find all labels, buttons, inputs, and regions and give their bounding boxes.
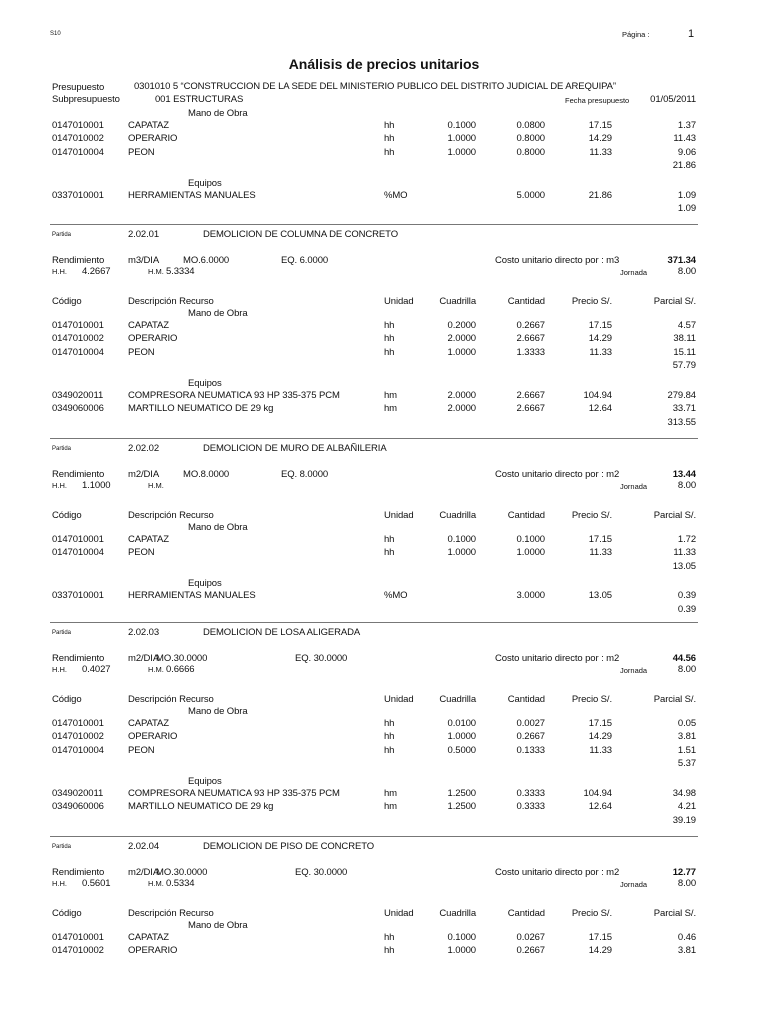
section-divider [50,438,698,439]
page-title: Análisis de precios unitarios [288,56,480,72]
resource-unit: hh [384,119,395,131]
costo-label: Costo unitario directo por : m3 [495,255,620,266]
col-codigo: Código [52,908,82,919]
subpresupuesto-value: 001 ESTRUCTURAS [155,94,244,105]
resource-code: 0337010001 [52,189,104,201]
resource-cantidad: 0.2667 [516,945,545,957]
hh-value: 4.2667 [82,266,111,277]
resource-code: 0147010002 [52,333,104,345]
hh-label: H.H. [52,879,67,888]
rendimiento-unit: m2/DIA [128,469,160,480]
group-subtotal: 13.05 [672,560,696,572]
resource-desc: PEON [128,146,155,158]
jornada-value: 8.00 [677,878,696,889]
resource-unit: hh [384,547,395,559]
resource-cantidad: 0.2667 [516,731,545,743]
resource-cantidad: 0.8000 [516,146,545,158]
resource-unit: hh [384,744,395,756]
resource-desc: PEON [128,346,155,358]
resource-unit: hm [384,389,397,401]
resource-desc: OPERARIO [128,133,178,145]
resource-cuadrilla: 1.2500 [447,787,476,799]
resource-desc: CAPATAZ [128,533,169,545]
resource-cantidad: 0.1000 [516,533,545,545]
resource-precio: 12.64 [588,403,612,415]
resource-cuadrilla: 1.0000 [447,133,476,145]
resource-cantidad: 2.6667 [516,333,545,345]
col-codigo: Código [52,510,82,521]
resource-unit: hm [384,787,397,799]
hm-label: H.M. [148,879,164,888]
group-subtotal: 21.86 [672,160,696,172]
section-divider [50,836,698,837]
resource-cantidad: 1.3333 [516,346,545,358]
section-divider [50,224,698,225]
col-codigo: Código [52,694,82,705]
col-descripcion: Descripción Recurso [128,510,214,521]
resource-parcial: 34.98 [672,787,696,799]
resource-desc: OPERARIO [128,731,178,743]
resource-cuadrilla: 0.2000 [447,319,476,331]
fecha-value: 01/05/2011 [650,94,696,105]
resource-code: 0349060006 [52,403,104,415]
resource-code: 0349020011 [52,787,104,799]
resource-cuadrilla: 1.0000 [447,146,476,158]
partida-number: 2.02.02 [128,443,159,454]
col-precio: Precio S/. [571,296,612,307]
resource-parcial: 1.09 [677,189,696,201]
resource-code: 0349060006 [52,801,104,813]
hm-value: 0.5334 [166,878,195,889]
partida-name: DEMOLICION DE MURO DE ALBAÑILERIA [203,443,387,454]
resource-code: 0147010001 [52,931,104,943]
presupuesto-label: Presupuesto [52,82,105,93]
hh-value: 0.5601 [82,878,111,889]
group-subtotal: 57.79 [672,360,696,372]
resource-unit: hh [384,931,395,943]
eq-value: EQ. 30.0000 [295,653,348,664]
group-label: Equipos [188,776,222,787]
resource-unit: hh [384,945,395,957]
mo-value: MO.30.0000 [156,653,208,664]
costo-unitario: 44.56 [672,653,696,664]
resource-cuadrilla: 1.0000 [447,731,476,743]
resource-code: 0147010002 [52,731,104,743]
col-cuadrilla: Cuadrilla [439,296,476,307]
resource-cantidad: 1.0000 [516,547,545,559]
resource-code: 0349020011 [52,389,104,401]
jornada-label: Jornada [620,666,648,675]
resource-parcial: 38.11 [673,333,696,345]
group-label: Mano de Obra [188,308,248,319]
rendimiento-label: Rendimiento [52,255,105,266]
resource-cuadrilla: 1.0000 [447,945,476,957]
resource-unit: hh [384,731,395,743]
eq-value: EQ. 8.0000 [281,469,329,480]
jornada-label: Jornada [620,268,648,277]
jornada-label: Jornada [620,482,648,491]
resource-unit: hm [384,403,397,415]
col-codigo: Código [52,296,82,307]
resource-precio: 14.29 [588,133,612,145]
resource-cantidad: 2.6667 [516,403,545,415]
resource-cantidad: 0.8000 [516,133,545,145]
costo-unitario: 371.34 [667,255,696,266]
group-subtotal: 0.39 [677,603,696,615]
resource-desc: HERRAMIENTAS MANUALES [128,189,256,201]
costo-unitario: 12.77 [672,867,696,878]
resource-desc: COMPRESORA NEUMATICA 93 HP 335-375 PCM [128,389,340,401]
resource-code: 0147010001 [52,533,104,545]
resource-precio: 11.33 [589,346,612,358]
resource-cantidad: 0.0027 [516,717,545,729]
hh-label: H.H. [52,267,67,276]
resource-parcial: 11.43 [673,133,696,145]
group-label: Mano de Obra [188,920,248,931]
resource-precio: 104.94 [583,389,612,401]
partida-name: DEMOLICION DE COLUMNA DE CONCRETO [203,229,398,240]
resource-desc: OPERARIO [128,945,178,957]
resource-code: 0147010002 [52,945,104,957]
resource-cantidad: 0.0267 [516,931,545,943]
partida-label: Partida [52,844,72,850]
partida-label: Partida [52,232,72,238]
resource-parcial: 33.71 [672,403,696,415]
hh-value: 0.4027 [82,664,111,675]
partida-label: Partida [52,630,72,636]
presupuesto-value: 0301010 5 “CONSTRUCCION DE LA SEDE DEL MINISTERIO PUBLICO DEL DISTRITO JUDICIAL DE AREQUIPA” [134,81,616,92]
resource-cuadrilla: 0.1000 [447,119,476,131]
resource-cuadrilla: 0.0100 [447,717,476,729]
col-precio: Precio S/. [571,510,612,521]
resource-cantidad: 5.0000 [516,189,545,201]
col-parcial: Parcial S/. [653,296,696,307]
resource-parcial: 4.57 [677,319,696,331]
group-subtotal: 5.37 [677,758,696,770]
page-number: 1 [687,28,694,40]
resource-unit: hh [384,133,395,145]
report-code: S10 [50,31,61,37]
resource-code: 0337010001 [52,590,104,601]
rendimiento-unit: m3/DIA [128,255,160,266]
resource-desc: PEON [128,547,155,559]
col-descripcion: Descripción Recurso [128,694,214,705]
col-unidad: Unidad [384,296,414,307]
jornada-value: 8.00 [677,664,696,675]
resource-cantidad: 3.0000 [516,590,545,601]
resource-parcial: 9.06 [677,146,696,158]
group-label: Equipos [188,578,222,590]
resource-precio: 14.29 [588,731,612,743]
group-label: Mano de Obra [188,108,248,119]
resource-unit: hh [384,319,395,331]
resource-precio: 11.33 [589,744,612,756]
resource-desc: CAPATAZ [128,931,169,943]
resource-cantidad: 0.3333 [516,801,545,813]
col-precio: Precio S/. [571,694,612,705]
col-parcial: Parcial S/. [653,908,696,919]
col-cuadrilla: Cuadrilla [439,510,476,521]
eq-value: EQ. 6.0000 [281,255,329,266]
resource-precio: 11.33 [589,146,612,158]
group-label: Equipos [188,378,222,389]
resource-parcial: 279.84 [667,389,696,401]
resource-parcial: 4.21 [677,801,696,813]
resource-unit: hh [384,717,395,729]
col-cantidad: Cantidad [507,510,545,521]
costo-unitario: 13.44 [672,469,696,480]
resource-unit: hh [384,346,395,358]
resource-cantidad: 0.1333 [516,744,545,756]
resource-precio: 17.15 [588,533,612,545]
resource-cuadrilla: 0.5000 [447,744,476,756]
resource-code: 0147010001 [52,119,104,131]
partida-number: 2.02.03 [128,627,159,638]
resource-code: 0147010004 [52,547,104,559]
group-label: Mano de Obra [188,706,248,717]
subpresupuesto-label: Subpresupuesto [52,94,120,105]
resource-unit: hm [384,801,397,813]
resource-cantidad: 0.0800 [516,119,545,131]
resource-parcial: 3.81 [677,731,696,743]
resource-code: 0147010002 [52,133,104,145]
costo-label: Costo unitario directo por : m2 [495,653,620,664]
mo-value: MO.8.0000 [183,469,230,480]
group-label: Equipos [188,178,222,189]
resource-unit: hh [384,146,395,158]
resource-parcial: 1.37 [677,119,696,131]
resource-precio: 17.15 [588,931,612,943]
resource-code: 0147010001 [52,717,104,729]
mo-value: MO.6.0000 [183,255,230,266]
resource-cuadrilla: 1.0000 [447,547,476,559]
col-cuadrilla: Cuadrilla [439,908,476,919]
resource-cantidad: 0.3333 [516,787,545,799]
resource-desc: CAPATAZ [128,319,169,331]
resource-cuadrilla: 1.2500 [447,801,476,813]
rendimiento-label: Rendimiento [52,867,105,878]
col-unidad: Unidad [384,510,414,521]
resource-cantidad: 0.2667 [516,319,545,331]
resource-parcial: 15.11 [673,346,696,358]
resource-desc: CAPATAZ [128,717,169,729]
resource-precio: 17.15 [588,717,612,729]
partida-name: DEMOLICION DE LOSA ALIGERADA [203,627,361,638]
col-cantidad: Cantidad [507,908,545,919]
resource-precio: 14.29 [588,333,612,345]
resource-desc: OPERARIO [128,333,178,345]
resource-code: 0147010001 [52,319,104,331]
col-parcial: Parcial S/. [653,694,696,705]
resource-precio: 21.86 [588,189,612,201]
costo-label: Costo unitario directo por : m2 [495,867,620,878]
costo-label: Costo unitario directo por : m2 [495,469,620,480]
rendimiento-label: Rendimiento [52,653,105,664]
resource-cuadrilla: 1.0000 [447,346,476,358]
resource-precio: 12.64 [588,801,612,813]
eq-value: EQ. 30.0000 [295,867,348,878]
resource-unit: %MO [384,590,408,601]
partida-label: Partida [52,446,72,452]
group-label: Mano de Obra [188,522,248,533]
resource-precio: 11.33 [589,547,612,559]
resource-unit: hh [384,333,395,345]
hm-value: 0.6666 [166,664,195,675]
resource-precio: 17.15 [588,119,612,131]
resource-desc: MARTILLO NEUMATICO DE 29 kg [128,801,274,813]
resource-parcial: 1.51 [677,744,696,756]
col-parcial: Parcial S/. [653,510,696,521]
resource-cuadrilla: 0.1000 [447,931,476,943]
partida-number: 2.02.01 [128,229,159,240]
resource-parcial: 3.81 [677,945,696,957]
col-descripcion: Descripción Recurso [128,908,214,919]
resource-code: 0147010004 [52,146,104,158]
resource-desc: CAPATAZ [128,119,169,131]
resource-cuadrilla: 2.0000 [447,333,476,345]
jornada-value: 8.00 [677,480,696,491]
col-precio: Precio S/. [571,908,612,919]
resource-desc: PEON [128,744,155,756]
resource-code: 0147010004 [52,744,104,756]
hh-value: 1.1000 [82,480,111,491]
resource-cuadrilla: 2.0000 [447,389,476,401]
resource-parcial: 0.05 [677,717,696,729]
col-cuadrilla: Cuadrilla [439,694,476,705]
group-subtotal: 313.55 [667,416,696,428]
page-label: Página : [622,30,650,39]
resource-unit: hh [384,533,395,545]
resource-precio: 13.05 [588,590,612,601]
resource-parcial: 0.39 [677,590,696,601]
hm-value: 5.3334 [166,266,195,277]
resource-unit: %MO [384,189,408,201]
resource-parcial: 11.33 [673,547,696,559]
jornada-value: 8.00 [677,266,696,277]
hh-label: H.H. [52,481,67,490]
hm-label: H.M. [148,267,164,276]
rendimiento-unit: m2/DIA [128,653,160,664]
partida-number: 2.02.04 [128,841,159,852]
rendimiento-label: Rendimiento [52,469,105,480]
resource-precio: 104.94 [583,787,612,799]
rendimiento-unit: m2/DIA [128,867,160,878]
resource-parcial: 0.46 [677,931,696,943]
group-subtotal: 1.09 [677,203,696,215]
partida-name: DEMOLICION DE PISO DE CONCRETO [203,841,375,852]
resource-cuadrilla: 0.1000 [447,533,476,545]
col-descripcion: Descripción Recurso [128,296,214,307]
resource-desc: MARTILLO NEUMATICO DE 29 kg [128,403,274,415]
section-divider [50,622,698,623]
hh-label: H.H. [52,665,67,674]
col-unidad: Unidad [384,694,414,705]
resource-precio: 17.15 [588,319,612,331]
mo-value: MO.30.0000 [156,867,208,878]
fecha-label: Fecha presupuesto [565,96,630,105]
col-cantidad: Cantidad [507,694,545,705]
hm-label: H.M. [148,665,164,674]
col-unidad: Unidad [384,908,414,919]
resource-code: 0147010004 [52,346,104,358]
resource-precio: 14.29 [588,945,612,957]
col-cantidad: Cantidad [507,296,545,307]
resource-cantidad: 2.6667 [516,389,545,401]
resource-desc: COMPRESORA NEUMATICA 93 HP 335-375 PCM [128,787,340,799]
resource-parcial: 1.72 [677,533,696,545]
jornada-label: Jornada [620,880,648,889]
hm-label: H.M. [148,481,164,490]
resource-cuadrilla: 2.0000 [447,403,476,415]
resource-desc: HERRAMIENTAS MANUALES [128,590,256,601]
group-subtotal: 39.19 [672,814,696,826]
